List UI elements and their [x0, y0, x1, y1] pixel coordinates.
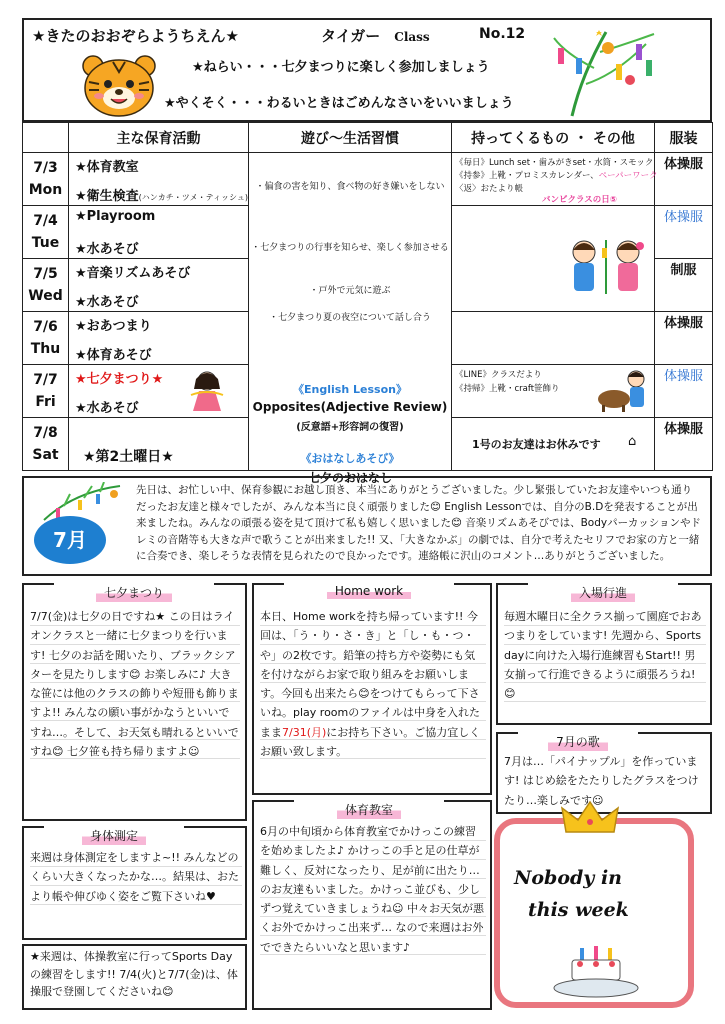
- table-row: [23, 153, 713, 206]
- section-title: 7月の歌: [518, 732, 638, 751]
- header-clothes: 服装: [655, 123, 713, 153]
- habit-2: ・七夕まつりの行事を知らせ、楽しく参加させる: [251, 243, 449, 253]
- section-title: 入場行進: [528, 583, 678, 602]
- bring-cell: 《LINE》クラスだより 《持帰》上靴・craft笹飾り: [452, 365, 655, 418]
- bamboo-decoration: [546, 24, 664, 118]
- notice-text: ★来週は、体操教室に行ってSports Dayの練習をします!! 7/4(火)と7/7(金)は、体操服で登園してくださいね😊: [30, 950, 238, 999]
- teacher-message: [22, 476, 712, 576]
- date-cell: 7/4 Tue: [23, 206, 69, 259]
- clothes-cell: 体操服: [655, 153, 713, 206]
- header-habit: 遊び～生活習慣: [249, 123, 452, 153]
- date-cell: 7/6 Thu: [23, 312, 69, 365]
- bring-cell: [452, 206, 655, 312]
- story-title: 七夕のおはなし: [307, 471, 392, 485]
- activity-cell: ★おあつまり ★体育あそび: [69, 312, 249, 365]
- gym-class-section: [252, 800, 492, 1010]
- section-title: 体育教室: [294, 800, 444, 819]
- message-text: 先日は、お忙しい中、保育参観にお越し頂き、本当にありがとうございました。少し緊張していたお友達やいつも通りだったお友達と様々でしたが、みんな本当に良く頑張りました😊 English Lessonでは、自分のB.Dを発表することが出来ましたね。みんなの頑張る姿を見て頂けて私も嬉しく思いました😊 音楽リズムあそびでは、Bodyパーカッションやドレミの音階等も大きな声で歌うことが出来ました!! 又、「大きなかぶ」の劇では、自分で考えたセリフでお家の方と一緒に合奏でき、楽しそうな表情を見られたので良かったです。連絡帳に沢山のコメント…ありがとうございました。: [136, 484, 701, 563]
- clothes-cell: 制服: [655, 259, 713, 312]
- activity-cell: ★音楽リズムあそび ★水あそび: [69, 259, 249, 312]
- birthday-cake-icon: [550, 944, 640, 1000]
- notice-section: [22, 944, 247, 1010]
- tanabata-text: 7/7(金)は七夕の日ですね★ この日はライオンクラスと一緒に七夕まつりを行います! 七夕のお話を聞いたり、ブラックシアターを見たりします😊 お楽しみに♪ 大きな笹には他のクラスの飾りや短冊も飾りますよ!! みんなの願い事がかなうといいですね…。そして、お天気も晴れるといいですね😊 七夕笹も持ち帰りますよ☺: [30, 607, 240, 761]
- activity-cell: ★七夕まつり★ ★水あそび: [69, 365, 249, 418]
- bring-cell: 1号のお友達はお休みです ⌂: [452, 418, 655, 471]
- table-header-row: [23, 123, 713, 153]
- body-measurement-section: [22, 826, 247, 940]
- clothes-cell: 体操服: [655, 418, 713, 471]
- song-text: 7月は…「パイナップル」を作っています! はじめ絵をたたりしたグラスをつけたり…楽しみです☺: [504, 755, 699, 807]
- bring-cell: 《毎日》Lunch set・歯みがきset・水筒・スモック 《持参》上靴・プロミスカレンダー、ペーパーワーク 〈返〉おたより帳 バンビクラスの日⑤: [452, 153, 655, 206]
- entry-march-section: [496, 583, 712, 725]
- header-bring: 持ってくるもの ・ その他: [452, 123, 655, 153]
- activity-cell: ★第2土曜日★: [69, 418, 249, 471]
- class-name: [321, 25, 430, 46]
- clothes-cell: 体操服: [655, 365, 713, 418]
- tanabata-section: [22, 583, 247, 821]
- english-topic: Opposites(Adjective Review): [252, 400, 448, 414]
- orihime-illustration: [187, 369, 227, 413]
- hikoboshi-illustration: [594, 367, 652, 413]
- birthday-frame: [494, 818, 694, 1008]
- class-title: タイガー: [321, 27, 381, 45]
- activity-cell: ★体育教室 ★衛生検査(ハンカチ・ツメ・ティッシュ): [69, 153, 249, 206]
- house-icon: ⌂: [628, 434, 637, 449]
- class-label: Class: [394, 30, 430, 44]
- month-badge: 7月: [34, 516, 106, 564]
- clothes-cell: 体操服: [655, 206, 713, 259]
- date-cell: 7/8 Sat: [23, 418, 69, 471]
- children-illustration: [562, 236, 652, 296]
- measure-text: 来週は身体測定をしますよ~!! みんなどのくらい大きくなったかな…。結果は、おたより帳や伸びゆく姿をご覧下さいね♥: [30, 848, 242, 906]
- homework-due-date: 7/31(月): [282, 725, 327, 739]
- english-subtopic: (反意語+形容詞の復習): [296, 422, 404, 433]
- section-title: Home work: [284, 583, 454, 599]
- nobody-message: Nobody in this week: [514, 867, 629, 922]
- homework-text: 本日、Home workを持ち帰っています!! 今回は、「う・り・さ・き」と「し・も・つ・や」の2枚です。鉛筆の持ち方や姿勢にも気を付けながらお家で取り組みをお願いします。今回も出来たら😊をつけてもらって下さいね。play roomのファイルは中身を入れたまま7/31(月)にお持ち下さい。ご協力宜しくお願い致します。: [260, 607, 486, 761]
- class-promise: ★やくそく・・・わるいときはごめんなさいをいいましょう: [164, 96, 514, 111]
- english-lesson-label: 《English Lesson》: [293, 383, 407, 396]
- section-title: 七夕まつり: [54, 583, 214, 602]
- entry-text: 毎週木曜日に全クラス揃って園庭でおあつまりをしています! 先週から、Sports dayに向けた入場行進練習もStart!! 男女揃って行進できるように頑張ろうね!😊: [504, 607, 706, 703]
- gym-text: 6月の中旬頃から体育教室でかけっこの練習を始めましたよ♪ かけっこの手と足の仕草が難しく、反対になったり、足が前に出たり…のお友達もいました。かけっこ並びも、少しずつ覚えていきましょうね☺ 中々お天気が悪くお外でかけっこ出来ず… なので来週はお外でできたらいいなと思います♪: [260, 822, 486, 957]
- date-cell: 7/3 Mon: [23, 153, 69, 206]
- crown-icon: [560, 800, 620, 836]
- class-aim: ★ねらい・・・七夕まつりに楽しく参加しましょう: [192, 60, 490, 75]
- habit-cell: [249, 153, 452, 485]
- date-cell: 7/5 Wed: [23, 259, 69, 312]
- activity-cell: ★Playroom ★水あそび: [69, 206, 249, 259]
- date-cell: 7/7 Fri: [23, 365, 69, 418]
- header-date: [23, 123, 69, 153]
- header-activity: 主な保育活動: [69, 123, 249, 153]
- school-name: ★きたのおおぞらようちえん★: [32, 27, 239, 45]
- section-title: 身体測定: [44, 826, 184, 845]
- header: [22, 18, 712, 122]
- story-label: 《おはなしあそび》: [300, 452, 400, 465]
- habit-3: ・戸外で元気に遊ぶ: [309, 286, 391, 296]
- clothes-cell: 体操服: [655, 312, 713, 365]
- habit-4: ・七夕まつり夏の夜空について話し合う: [269, 313, 431, 323]
- weekly-schedule-table: [22, 122, 713, 485]
- bring-cell: [452, 312, 655, 365]
- issue-number: No.12: [479, 26, 526, 42]
- tiger-illustration: [79, 52, 159, 118]
- homework-section: [252, 583, 492, 795]
- habit-1: ・偏食の害を知り、食べ物の好き嫌いをしない: [255, 182, 445, 192]
